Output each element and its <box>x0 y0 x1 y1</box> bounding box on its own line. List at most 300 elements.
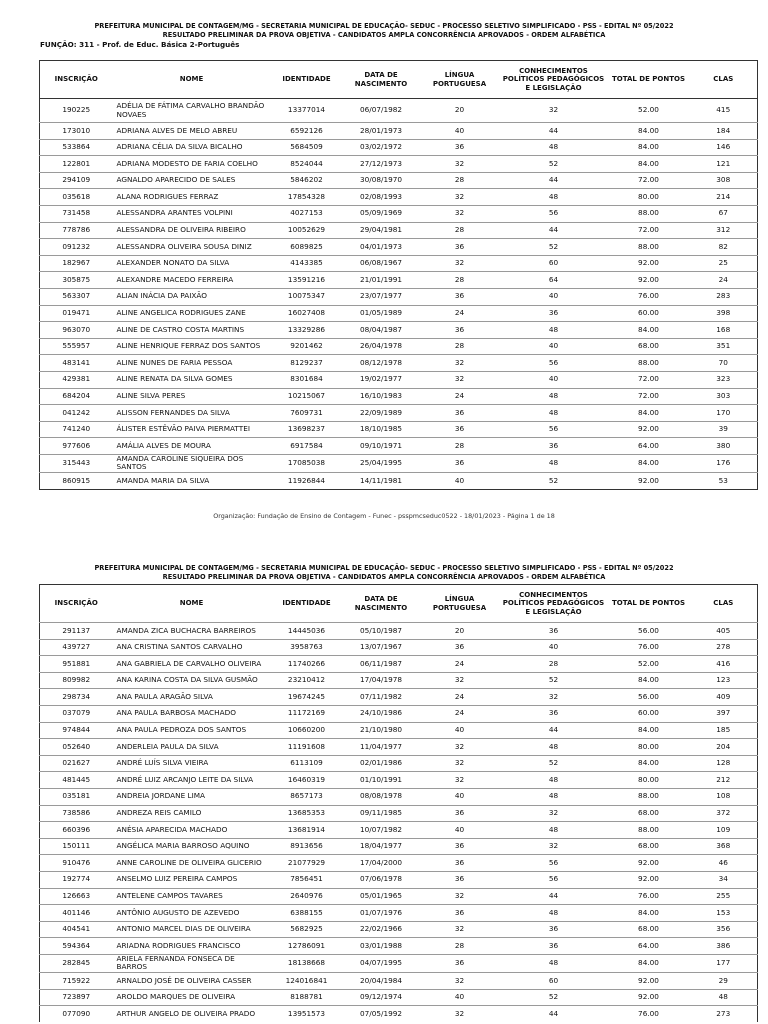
cell-conhecimentos: 48 <box>548 191 559 201</box>
cell-data-nascimento: 29/04/1981 <box>359 225 403 235</box>
table-row <box>40 255 758 272</box>
cell-conhecimentos: 48 <box>548 407 559 417</box>
cell-lingua-portuguesa: 32 <box>454 758 465 768</box>
col-nome: NOME <box>179 599 204 608</box>
cell-nome: ARIELA FERNANDA FONSECA DE BARROS <box>116 954 235 972</box>
cell-lingua-portuguesa: 24 <box>454 658 465 668</box>
cell-lingua-portuguesa: 32 <box>454 191 465 201</box>
cell-lingua-portuguesa: 36 <box>454 642 465 652</box>
cell-nome: ADRIANA CÉLIA DA SILVA BICALHO <box>116 142 243 152</box>
cell-lingua-portuguesa: 28 <box>454 175 465 185</box>
cell-conhecimentos: 56 <box>548 424 559 434</box>
table-body-page2 <box>40 623 758 1023</box>
cell-identidade: 5684509 <box>290 142 323 152</box>
page-footer: Organização: Fundação de Ensino de Contagem - Funec - psspmcseduc0522 - 18/01/2023 - Página 1 de 18 <box>213 512 555 520</box>
cell-total-pontos: 84.00 <box>638 725 659 735</box>
table-row <box>40 305 758 322</box>
cell-data-nascimento: 08/04/1987 <box>359 324 403 334</box>
cell-nome: ALINE RENATA DA SILVA GOMES <box>116 374 233 384</box>
table-row <box>40 772 758 789</box>
cell-identidade: 9201462 <box>290 341 323 351</box>
cell-clas: 34 <box>718 874 728 884</box>
table-row <box>40 855 758 872</box>
cell-lingua-portuguesa: 32 <box>454 357 465 367</box>
cell-lingua-portuguesa: 28 <box>454 274 465 284</box>
cell-data-nascimento: 02/08/1993 <box>359 191 403 201</box>
cell-inscricao: 483141 <box>62 357 91 367</box>
cell-clas: 177 <box>716 958 731 968</box>
cell-inscricao: 660396 <box>62 824 91 834</box>
cell-clas: 123 <box>716 675 731 685</box>
cell-conhecimentos: 40 <box>548 374 559 384</box>
cell-inscricao: 126663 <box>62 891 91 900</box>
cell-conhecimentos: 40 <box>548 291 559 301</box>
table-row <box>40 755 758 772</box>
cell-inscricao: 439727 <box>62 642 91 652</box>
cell-data-nascimento: 21/01/1991 <box>359 274 403 284</box>
cell-conhecimentos: 60 <box>548 975 559 985</box>
cell-lingua-portuguesa: 36 <box>454 458 465 468</box>
cell-nome: AMANDA ZICA BUCHACRA BARREIROS <box>116 625 256 635</box>
cell-inscricao: 555957 <box>62 341 91 351</box>
cell-total-pontos: 88.00 <box>638 824 659 834</box>
cell-conhecimentos: 48 <box>548 907 559 917</box>
cell-inscricao: 778786 <box>62 225 91 235</box>
cell-clas: 356 <box>716 924 731 934</box>
cell-total-pontos: 92.00 <box>638 975 659 985</box>
cell-conhecimentos: 36 <box>548 440 559 450</box>
cell-conhecimentos: 48 <box>548 958 559 968</box>
cell-clas: 153 <box>716 907 731 917</box>
cell-conhecimentos: 32 <box>548 841 559 851</box>
cell-nome: ANNE CAROLINE DE OLIVEIRA GLICERIO <box>116 857 262 867</box>
cell-clas: 121 <box>716 158 731 168</box>
cell-lingua-portuguesa: 36 <box>454 407 465 417</box>
cell-total-pontos: 76.00 <box>638 1009 659 1018</box>
cell-total-pontos: 80.00 <box>638 191 659 201</box>
cell-inscricao: 533864 <box>62 142 91 152</box>
cell-nome: ALESSANDRA ARANTES VOLPINI <box>116 208 233 218</box>
cell-total-pontos: 84.00 <box>638 958 659 968</box>
cell-nome: ALINE SILVA PERES <box>116 391 186 400</box>
cell-lingua-portuguesa: 36 <box>454 857 465 867</box>
cell-nome: ANA GABRIELA DE CARVALHO OLIVEIRA <box>116 658 262 668</box>
cell-conhecimentos: 44 <box>548 125 559 135</box>
cell-inscricao: 019471 <box>62 308 91 318</box>
cell-nome: ANA PAULA PEDROZA DOS SANTOS <box>116 725 247 735</box>
cell-nome: ALISSON FERNANDES DA SILVA <box>116 407 230 417</box>
cell-identidade: 4027153 <box>290 208 323 218</box>
cell-total-pontos: 88.00 <box>638 791 659 801</box>
cell-clas: 415 <box>716 105 731 115</box>
cell-data-nascimento: 04/07/1995 <box>359 958 403 968</box>
cell-clas: 184 <box>716 125 731 135</box>
cell-identidade: 7856451 <box>290 874 323 884</box>
cell-data-nascimento: 07/11/1982 <box>359 691 403 701</box>
cell-lingua-portuguesa: 40 <box>454 791 465 801</box>
cell-lingua-portuguesa: 32 <box>454 675 465 685</box>
table-row <box>40 421 758 438</box>
table-row <box>40 739 758 756</box>
cell-total-pontos: 88.00 <box>638 208 659 218</box>
cell-lingua-portuguesa: 32 <box>454 891 465 900</box>
cell-clas: 29 <box>718 975 728 985</box>
cell-lingua-portuguesa: 24 <box>454 691 465 701</box>
cell-nome: ANGÉLICA MARIA BARROSO AQUINO <box>116 841 250 851</box>
cell-data-nascimento: 07/05/1992 <box>359 1009 403 1018</box>
cell-clas: 204 <box>716 741 731 751</box>
cell-identidade: 7609731 <box>290 407 323 417</box>
cell-identidade: 11926844 <box>287 475 326 485</box>
cell-total-pontos: 60.00 <box>638 308 659 318</box>
cell-total-pontos: 84.00 <box>638 158 659 168</box>
cell-conhecimentos: 40 <box>548 642 559 652</box>
cell-clas: 397 <box>716 708 731 718</box>
cell-total-pontos: 68.00 <box>638 924 659 934</box>
cell-inscricao: 077090 <box>62 1009 91 1018</box>
cell-nome: AGNALDO APARECIDO DE SALES <box>116 175 236 185</box>
cell-total-pontos: 84.00 <box>638 142 659 152</box>
results-table-page2 <box>39 584 758 1022</box>
cell-lingua-portuguesa: 36 <box>454 291 465 301</box>
cell-identidade: 17085038 <box>287 458 326 468</box>
cell-conhecimentos: 44 <box>548 225 559 235</box>
cell-conhecimentos: 48 <box>548 324 559 334</box>
cell-conhecimentos: 52 <box>548 675 559 685</box>
cell-identidade: 14445036 <box>287 625 326 635</box>
cell-identidade: 10215067 <box>287 391 326 400</box>
cell-total-pontos: 76.00 <box>638 291 659 301</box>
cell-identidade: 8129237 <box>290 357 323 367</box>
cell-total-pontos: 64.00 <box>638 940 659 950</box>
cell-conhecimentos: 52 <box>548 758 559 768</box>
cell-data-nascimento: 06/08/1967 <box>359 258 403 268</box>
col-nome: NOME <box>179 75 204 84</box>
cell-nome: ANA PAULA ARAGÃO SILVA <box>116 691 213 701</box>
cell-identidade: 16460319 <box>287 774 326 784</box>
cell-identidade: 13377014 <box>287 105 326 115</box>
cell-inscricao: 715922 <box>62 975 91 985</box>
cell-data-nascimento: 08/08/1978 <box>359 791 403 801</box>
cell-lingua-portuguesa: 36 <box>454 324 465 334</box>
cell-clas: 409 <box>716 691 731 701</box>
cell-identidade: 23210412 <box>287 675 326 685</box>
cell-lingua-portuguesa: 32 <box>454 774 465 784</box>
cell-clas: 48 <box>718 992 728 1002</box>
col-lingua-portuguesa: LÍNGUA PORTUGUESA <box>432 595 487 612</box>
table-row <box>40 871 758 888</box>
cell-conhecimentos: 36 <box>548 940 559 950</box>
cell-nome: ANA CRISTINA SANTOS CARVALHO <box>116 642 243 652</box>
cell-total-pontos: 84.00 <box>638 458 659 468</box>
table-row <box>40 639 758 656</box>
cell-clas: 283 <box>716 291 731 301</box>
cell-identidade: 21077929 <box>287 857 326 867</box>
cell-clas: 386 <box>716 940 731 950</box>
table-row <box>40 788 758 805</box>
cell-total-pontos: 92.00 <box>638 258 659 268</box>
cell-lingua-portuguesa: 40 <box>454 125 465 135</box>
cell-identidade: 16027408 <box>287 308 326 318</box>
cell-nome: ÁLISTER ESTÊVÃO PAIVA PIERMATTEI <box>116 424 250 434</box>
table-header-row <box>40 61 758 99</box>
cell-inscricao: 182967 <box>62 258 91 268</box>
cell-nome: ADRIANA MODESTO DE FARIA COELHO <box>116 158 258 168</box>
cell-clas: 368 <box>716 841 731 851</box>
cell-inscricao: 684204 <box>62 391 91 400</box>
cell-data-nascimento: 10/07/1982 <box>359 824 403 834</box>
cell-total-pontos: 92.00 <box>638 424 659 434</box>
cell-lingua-portuguesa: 36 <box>454 841 465 851</box>
table-row <box>40 322 758 339</box>
table-row <box>40 222 758 239</box>
cell-data-nascimento: 16/10/1983 <box>359 391 403 400</box>
cell-conhecimentos: 48 <box>548 774 559 784</box>
cell-identidade: 6917584 <box>290 440 323 450</box>
table-row <box>40 954 758 972</box>
cell-nome: ALEXANDER NONATO DA SILVA <box>116 258 230 268</box>
cell-conhecimentos: 36 <box>548 708 559 718</box>
cell-inscricao: 035181 <box>62 791 91 801</box>
cell-nome: ALESSANDRA OLIVEIRA SOUSA DINIZ <box>116 241 252 251</box>
cell-nome: ALEXANDRE MACEDO FERREIRA <box>116 274 234 284</box>
cell-nome: AMANDA CAROLINE SIQUEIRA DOS SANTOS <box>116 454 244 472</box>
table-row <box>40 473 758 490</box>
cell-conhecimentos: 44 <box>548 1009 559 1018</box>
cell-inscricao: 298734 <box>62 691 91 701</box>
cell-nome: ANA KARINA COSTA DA SILVA GUSMÃO <box>116 675 258 685</box>
cell-nome: ALINE ANGELICA RODRIGUES ZANE <box>116 308 246 318</box>
cell-nome: AROLDO MARQUES DE OLIVEIRA <box>116 992 236 1002</box>
cell-nome: AMANDA MARIA DA SILVA <box>116 475 210 485</box>
cell-inscricao: 041242 <box>62 407 91 417</box>
table-row <box>40 156 758 173</box>
col-identidade: IDENTIDADE <box>282 75 331 84</box>
cell-inscricao: 951881 <box>62 658 91 668</box>
cell-conhecimentos: 44 <box>548 175 559 185</box>
table-row <box>40 139 758 156</box>
table-row <box>40 623 758 640</box>
cell-data-nascimento: 13/07/1967 <box>359 642 403 652</box>
cell-identidade: 11172169 <box>287 708 326 718</box>
table-row <box>40 1006 758 1023</box>
cell-total-pontos: 72.00 <box>638 391 659 400</box>
cell-conhecimentos: 48 <box>548 824 559 834</box>
cell-inscricao: 738586 <box>62 808 91 818</box>
cell-lingua-portuguesa: 32 <box>454 975 465 985</box>
cell-conhecimentos: 60 <box>548 258 559 268</box>
results-table-page1 <box>39 60 758 490</box>
cell-identidade: 18138668 <box>287 958 326 968</box>
cell-lingua-portuguesa: 40 <box>454 725 465 735</box>
cell-identidade: 6388155 <box>290 907 323 917</box>
cell-total-pontos: 68.00 <box>638 341 659 351</box>
cell-nome: ANDREZA REIS CAMILO <box>116 808 202 818</box>
cell-total-pontos: 84.00 <box>638 324 659 334</box>
col-inscricao: INSCRIÇÃO <box>54 599 98 608</box>
cell-nome: ALANA RODRIGUES FERRAZ <box>116 191 219 201</box>
cell-inscricao: 035618 <box>62 191 91 201</box>
cell-identidade: 12786091 <box>287 940 326 950</box>
table-row <box>40 656 758 673</box>
cell-data-nascimento: 06/07/1982 <box>359 105 403 115</box>
cell-total-pontos: 88.00 <box>638 357 659 367</box>
cell-clas: 170 <box>716 407 731 417</box>
cell-total-pontos: 72.00 <box>638 175 659 185</box>
cell-data-nascimento: 27/12/1973 <box>359 158 403 168</box>
cell-lingua-portuguesa: 36 <box>454 241 465 251</box>
cell-inscricao: 091232 <box>62 241 91 251</box>
cell-conhecimentos: 56 <box>548 857 559 867</box>
cell-inscricao: 315443 <box>62 458 91 468</box>
cell-nome: ALIAN INÁCIA DA PAIXÃO <box>116 291 207 301</box>
cell-data-nascimento: 17/04/2000 <box>359 857 403 867</box>
cell-clas: 53 <box>718 475 728 485</box>
cell-conhecimentos: 48 <box>548 741 559 751</box>
cell-data-nascimento: 05/10/1987 <box>359 625 403 635</box>
cell-conhecimentos: 56 <box>548 357 559 367</box>
cell-total-pontos: 68.00 <box>638 808 659 818</box>
cell-nome: ALESSANDRA DE OLIVEIRA RIBEIRO <box>116 225 246 235</box>
cell-data-nascimento: 21/10/1980 <box>359 725 403 735</box>
cell-identidade: 8657173 <box>290 791 323 801</box>
table-row <box>40 388 758 405</box>
cell-data-nascimento: 18/04/1977 <box>359 841 403 851</box>
col-inscricao: INSCRIÇÃO <box>54 75 98 84</box>
table-row <box>40 722 758 739</box>
cell-lingua-portuguesa: 28 <box>454 940 465 950</box>
cell-total-pontos: 60.00 <box>638 708 659 718</box>
cell-lingua-portuguesa: 32 <box>454 374 465 384</box>
cell-clas: 82 <box>718 241 728 251</box>
table-row <box>40 973 758 990</box>
cell-inscricao: 731458 <box>62 208 91 218</box>
cell-data-nascimento: 24/10/1986 <box>359 708 403 718</box>
cell-nome: ADRIANA ALVES DE MELO ABREU <box>116 125 238 135</box>
cell-clas: 168 <box>716 324 731 334</box>
cell-inscricao: 282845 <box>62 958 91 968</box>
cell-clas: 46 <box>718 857 728 867</box>
cell-inscricao: 910476 <box>62 857 91 867</box>
cell-lingua-portuguesa: 28 <box>454 440 465 450</box>
cell-conhecimentos: 48 <box>548 791 559 801</box>
cell-nome: AMÁLIA ALVES DE MOURA <box>116 440 211 450</box>
cell-identidade: 13698237 <box>287 424 326 434</box>
cell-identidade: 8913656 <box>290 841 323 851</box>
cell-clas: 108 <box>716 791 731 801</box>
cell-nome: ALINE NUNES DE FARIA PESSOA <box>116 357 233 367</box>
table-row <box>40 805 758 822</box>
cell-conhecimentos: 52 <box>548 475 559 485</box>
table-row <box>40 905 758 922</box>
cell-conhecimentos: 64 <box>548 274 559 284</box>
col-clas: CLAS <box>713 75 734 84</box>
cell-data-nascimento: 01/10/1991 <box>359 774 403 784</box>
table-row <box>40 338 758 355</box>
cell-lingua-portuguesa: 32 <box>454 158 465 168</box>
cell-total-pontos: 84.00 <box>638 675 659 685</box>
cell-total-pontos: 84.00 <box>638 125 659 135</box>
cell-inscricao: 741240 <box>62 424 91 434</box>
table-row <box>40 838 758 855</box>
table-row <box>40 888 758 905</box>
cell-nome: ANÉSIA APARECIDA MACHADO <box>116 824 228 834</box>
cell-conhecimentos: 36 <box>548 308 559 318</box>
cell-inscricao: 594364 <box>62 940 91 950</box>
cell-data-nascimento: 14/11/1981 <box>359 475 403 485</box>
cell-total-pontos: 92.00 <box>638 992 659 1002</box>
cell-nome: ANDRÉ LUÍS SILVA VIEIRA <box>116 758 209 768</box>
cell-clas: 109 <box>716 824 731 834</box>
cell-clas: 24 <box>718 274 728 284</box>
cell-total-pontos: 76.00 <box>638 642 659 652</box>
table-row <box>40 189 758 206</box>
col-total-pontos: TOTAL DE PONTOS <box>611 599 685 608</box>
cell-conhecimentos: 48 <box>548 458 559 468</box>
cell-clas: 416 <box>716 658 731 668</box>
cell-lingua-portuguesa: 36 <box>454 142 465 152</box>
cell-total-pontos: 84.00 <box>638 758 659 768</box>
cell-conhecimentos: 44 <box>548 725 559 735</box>
cell-total-pontos: 92.00 <box>638 874 659 884</box>
cell-identidade: 2640976 <box>290 891 323 900</box>
cell-conhecimentos: 44 <box>548 891 559 900</box>
table-row <box>40 355 758 372</box>
cell-inscricao: 122801 <box>62 158 91 168</box>
cell-data-nascimento: 20/04/1984 <box>359 975 403 985</box>
cell-data-nascimento: 02/01/1986 <box>359 758 403 768</box>
cell-data-nascimento: 05/09/1969 <box>359 208 403 218</box>
cell-clas: 323 <box>716 374 731 384</box>
header-title-page2: PREFEITURA MUNICIPAL DE CONTAGEM/MG - SECRETARIA MUNICIPAL DE EDUCAÇÃO- SEDUC - PROCESSO SELETIVO SIMPLIFICADO - PSS - EDITAL Nº 05/2022 <box>94 564 674 572</box>
table-row <box>40 288 758 305</box>
cell-data-nascimento: 09/12/1974 <box>359 992 403 1002</box>
cell-clas: 398 <box>716 308 731 318</box>
cell-lingua-portuguesa: 24 <box>454 308 465 318</box>
cell-data-nascimento: 03/01/1988 <box>359 940 403 950</box>
cell-lingua-portuguesa: 32 <box>454 208 465 218</box>
cell-total-pontos: 92.00 <box>638 857 659 867</box>
cell-conhecimentos: 48 <box>548 391 559 400</box>
cell-conhecimentos: 56 <box>548 874 559 884</box>
cell-clas: 25 <box>718 258 728 268</box>
cell-clas: 380 <box>716 440 731 450</box>
cell-total-pontos: 84.00 <box>638 907 659 917</box>
cell-lingua-portuguesa: 36 <box>454 907 465 917</box>
cell-clas: 351 <box>716 341 731 351</box>
cell-data-nascimento: 22/09/1989 <box>359 407 403 417</box>
cell-identidade: 19674245 <box>287 691 326 701</box>
table-body-page1 <box>40 99 758 490</box>
cell-inscricao: 190225 <box>62 105 91 115</box>
cell-total-pontos: 52.00 <box>638 658 659 668</box>
cell-clas: 278 <box>716 642 731 652</box>
cell-identidade: 11191608 <box>287 741 326 751</box>
cell-clas: 303 <box>716 391 731 400</box>
cell-nome: ARIADNA RODRIGUES FRANCISCO <box>116 940 241 950</box>
cell-total-pontos: 80.00 <box>638 741 659 751</box>
col-clas: CLAS <box>713 599 734 608</box>
cell-nome: ANSELMO LUIZ PEREIRA CAMPOS <box>116 874 238 884</box>
cell-clas: 70 <box>718 357 728 367</box>
cell-data-nascimento: 04/01/1973 <box>359 241 403 251</box>
cell-identidade: 13329286 <box>287 324 326 334</box>
cell-data-nascimento: 09/11/1985 <box>359 808 403 818</box>
cell-identidade: 13951573 <box>287 1009 326 1018</box>
cell-lingua-portuguesa: 32 <box>454 741 465 751</box>
cell-clas: 372 <box>716 808 731 818</box>
cell-clas: 128 <box>716 758 731 768</box>
